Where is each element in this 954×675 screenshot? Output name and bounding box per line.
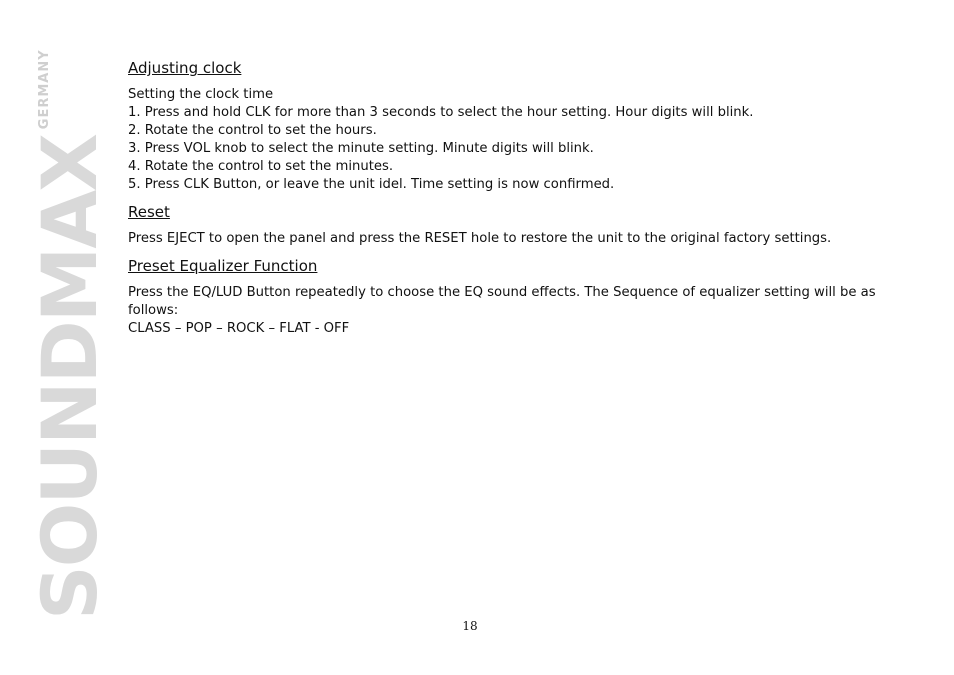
text-line: CLASS – POP – ROCK – FLAT - OFF [128,321,350,336]
text-line: 5. Press CLK Button, or leave the unit idel. Time setting is now confirmed. [128,177,615,192]
section-reset [128,202,918,248]
section-heading: Reset [128,203,170,221]
text-line: Setting the clock time [128,87,274,102]
brand-name: SOUNDMAX [25,135,114,620]
text-line: 1. Press and hold CLK for more than 3 seconds to select the hour setting. Hour digits will blink. [128,105,754,120]
text-line: Press EJECT to open the panel and press the RESET hole to restore the unit to the original factory settings. [128,231,832,246]
section-heading: Adjusting clock [128,59,242,77]
text-line: 2. Rotate the control to set the hours. [128,123,377,138]
section-preset-equalizer [128,256,918,338]
text-line: 3. Press VOL knob to select the minute setting. Minute digits will blink. [128,141,594,156]
text-line: 4. Rotate the control to set the minutes. [128,159,394,174]
text-line: Press the EQ/LUD Button repeatedly to choose the EQ sound effects. The Sequence of equalizer setting will be as follows: [128,285,876,318]
section-heading: Preset Equalizer Function [128,257,318,275]
page-content [128,58,918,344]
page-number: 18 [462,619,478,633]
section-adjusting-clock [128,58,918,194]
brand-sub: GERMANY [37,49,52,130]
brand-logo [25,46,114,620]
